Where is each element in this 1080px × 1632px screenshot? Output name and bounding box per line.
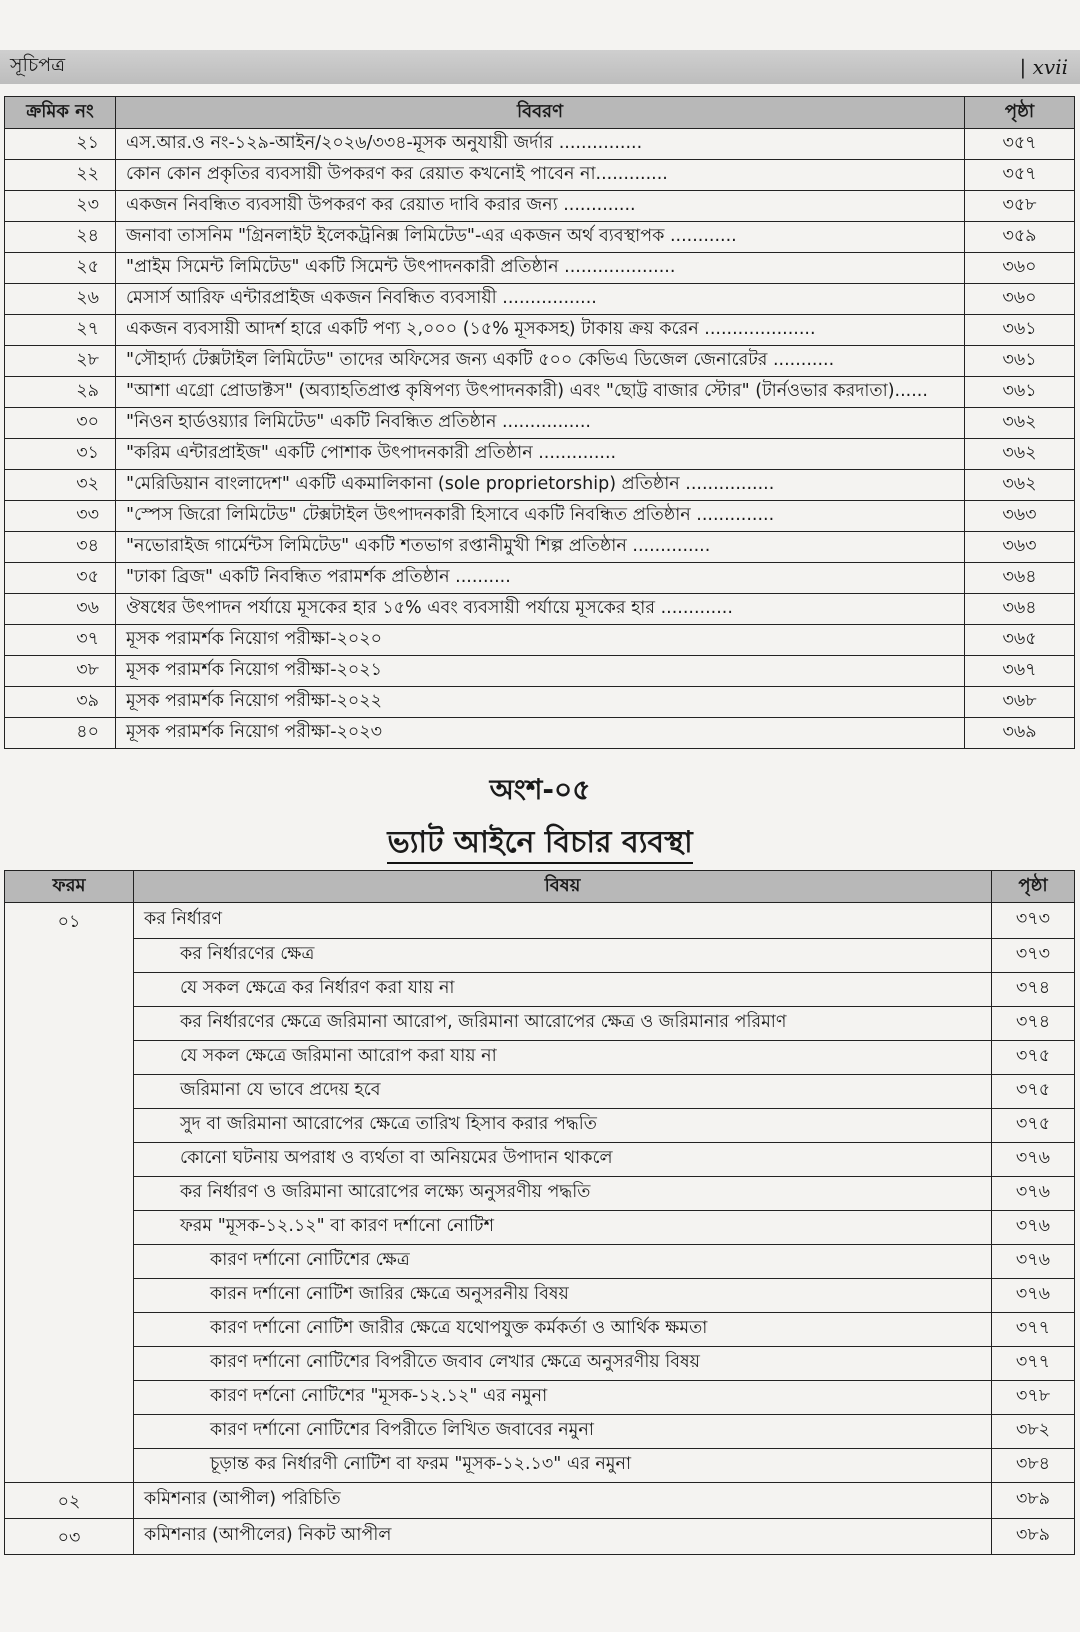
topic-description: চূড়ান্ত কর নির্ধারণী নোটিশ বা ফরম "মূসক-১২.১৩" এর নমুনা xyxy=(134,1448,992,1482)
table-row xyxy=(5,1380,1075,1414)
column-header-description: বিবরণ xyxy=(116,97,965,129)
serial-number: ৩৭ xyxy=(5,625,116,656)
topic-page: ৩৭৫ xyxy=(992,1040,1075,1074)
entry-description: কোন কোন প্রকৃতির ব্যবসায়ী উপকরণ কর রেয়াত কখনোই পাবেন না............. xyxy=(116,160,965,191)
table-row xyxy=(5,1176,1075,1210)
section-title xyxy=(0,818,1080,869)
entry-page: ৩৬১ xyxy=(965,346,1075,377)
table-row xyxy=(5,408,1075,439)
topic-page: ৩৭৮ xyxy=(992,1380,1075,1414)
column-header-form: ফরম xyxy=(5,871,134,903)
table-row xyxy=(5,938,1075,972)
entry-description: "করিম এন্টারপ্রাইজ" একটি পোশাক উৎপাদনকারী প্রতিষ্ঠান .............. xyxy=(116,439,965,470)
table-row xyxy=(5,501,1075,532)
entry-page: ৩৬০ xyxy=(965,253,1075,284)
topic-page: ৩৭৭ xyxy=(992,1346,1075,1380)
entry-page: ৩৫৭ xyxy=(965,129,1075,160)
entry-description: মূসক পরামর্শক নিয়োগ পরীক্ষা-২০২৩ xyxy=(116,718,965,749)
serial-number: ২৩ xyxy=(5,191,116,222)
topic-page: ৩৭৩ xyxy=(992,938,1075,972)
table-row xyxy=(5,625,1075,656)
entry-page: ৩৬৯ xyxy=(965,718,1075,749)
topic-page: ৩৭৬ xyxy=(992,1278,1075,1312)
serial-number: ২৪ xyxy=(5,222,116,253)
serial-number: ২৫ xyxy=(5,253,116,284)
topic-page: ৩৭৪ xyxy=(992,972,1075,1006)
serial-number: ২৭ xyxy=(5,315,116,346)
serial-number: ৩১ xyxy=(5,439,116,470)
entry-description: মূসক পরামর্শক নিয়োগ পরীক্ষা-২০২০ xyxy=(116,625,965,656)
topic-description: কর নির্ধারণের ক্ষেত্রে জরিমানা আরোপ, জরিমানা আরোপের ক্ষেত্র ও জরিমানার পরিমাণ xyxy=(134,1006,992,1040)
topic-description: কোনো ঘটনায় অপরাধ ও ব্যর্থতা বা অনিয়মের উপাদান থাকলে xyxy=(134,1142,992,1176)
serial-number: ৩৩ xyxy=(5,501,116,532)
entry-page: ৩৫৯ xyxy=(965,222,1075,253)
topic-page: ৩৭৩ xyxy=(992,903,1075,939)
page-number: | xvii xyxy=(1019,55,1068,79)
topic-description: কমিশনার (আপীল) পরিচিতি xyxy=(134,1482,992,1518)
table-row xyxy=(5,1414,1075,1448)
entry-description: মেসার্স আরিফ এন্টারপ্রাইজ একজন নিবন্ধিত ব্যবসায়ী ................. xyxy=(116,284,965,315)
form-number xyxy=(5,1074,134,1108)
entry-description: "আশা এগ্রো প্রোডাক্টস" (অব্যাহতিপ্রাপ্ত কৃষিপণ্য উৎপাদনকারী) এবং "ছোট্ট বাজার স্টোর" (টার্নওভার করদাতা)...... xyxy=(116,377,965,408)
form-number xyxy=(5,1006,134,1040)
table-row xyxy=(5,972,1075,1006)
entry-page: ৩৬৫ xyxy=(965,625,1075,656)
entry-page: ৩৫৭ xyxy=(965,160,1075,191)
table-row xyxy=(5,439,1075,470)
table-row xyxy=(5,1040,1075,1074)
topic-description: কারন দর্শানো নোটিশ জারির ক্ষেত্রে অনুসরনীয় বিষয় xyxy=(134,1278,992,1312)
entry-page: ৩৬১ xyxy=(965,315,1075,346)
serial-number: ২৯ xyxy=(5,377,116,408)
table-row xyxy=(5,377,1075,408)
topic-description: যে সকল ক্ষেত্রে কর নির্ধারণ করা যায় না xyxy=(134,972,992,1006)
form-number xyxy=(5,1040,134,1074)
table-row xyxy=(5,253,1075,284)
serial-number: ৩২ xyxy=(5,470,116,501)
entry-description: "ঢাকা ব্রিজ" একটি নিবন্ধিত পরামর্শক প্রতিষ্ঠান .......... xyxy=(116,563,965,594)
form-number xyxy=(5,1312,134,1346)
table-row xyxy=(5,656,1075,687)
topic-page: ৩৭৬ xyxy=(992,1142,1075,1176)
entry-description: একজন নিবন্ধিত ব্যবসায়ী উপকরণ কর রেয়াত দাবি করার জন্য ............. xyxy=(116,191,965,222)
table-row xyxy=(5,129,1075,160)
topic-description: কারণ দর্শানো নোটিশের ক্ষেত্র xyxy=(134,1244,992,1278)
table-row xyxy=(5,160,1075,191)
table-row xyxy=(5,1346,1075,1380)
header-title: সূচিপত্র xyxy=(10,54,66,76)
entry-page: ৩৬১ xyxy=(965,377,1075,408)
topic-page: ৩৭৫ xyxy=(992,1074,1075,1108)
entry-page: ৩৬২ xyxy=(965,470,1075,501)
table-row xyxy=(5,1278,1075,1312)
column-header-serial: ক্রমিক নং xyxy=(5,97,116,129)
section-title-text: ভ্যাট আইনে বিচার ব্যবস্থা xyxy=(387,825,692,864)
table-row xyxy=(5,315,1075,346)
table-row xyxy=(5,1074,1075,1108)
topic-description: কর নির্ধারণ xyxy=(134,903,992,939)
table-row xyxy=(5,346,1075,377)
table-row xyxy=(5,687,1075,718)
serial-number: ৩৯ xyxy=(5,687,116,718)
table-row xyxy=(5,1448,1075,1482)
entry-description: একজন ব্যবসায়ী আদর্শ হারে একটি পণ্য ২,০০০ (১৫% মূসকসহ) টাকায় ক্রয় করেন .................... xyxy=(116,315,965,346)
entry-description: মূসক পরামর্শক নিয়োগ পরীক্ষা-২০২১ xyxy=(116,656,965,687)
entry-description: "প্রাইম সিমেন্ট লিমিটেড" একটি সিমেন্ট উৎপাদনকারী প্রতিষ্ঠান .................... xyxy=(116,253,965,284)
topic-description: কারণ দর্শনো নোটিশের "মূসক-১২.১২" এর নমুনা xyxy=(134,1380,992,1414)
topic-description: কারণ দর্শানো নোটিশ জারীর ক্ষেত্রে যথোপযুক্ত কর্মকর্তা ও আর্থিক ক্ষমতা xyxy=(134,1312,992,1346)
form-number xyxy=(5,1448,134,1482)
topic-page: ৩৭৪ xyxy=(992,1006,1075,1040)
contents-table-2 xyxy=(4,870,1075,1555)
column-header-page: পৃষ্ঠা xyxy=(965,97,1075,129)
entry-page: ৩৬৩ xyxy=(965,501,1075,532)
form-number xyxy=(5,938,134,972)
form-number xyxy=(5,1210,134,1244)
topic-description: কর নির্ধারণের ক্ষেত্র xyxy=(134,938,992,972)
column-header-page: পৃষ্ঠা xyxy=(992,871,1075,903)
serial-number: ২৬ xyxy=(5,284,116,315)
topic-page: ৩৮২ xyxy=(992,1414,1075,1448)
column-header-subject: বিষয় xyxy=(134,871,992,903)
table-row xyxy=(5,903,1075,939)
form-number xyxy=(5,1414,134,1448)
topic-page: ৩৮৯ xyxy=(992,1482,1075,1518)
entry-page: ৩৬২ xyxy=(965,408,1075,439)
topic-description: জরিমানা যে ভাবে প্রদেয় হবে xyxy=(134,1074,992,1108)
table-row xyxy=(5,222,1075,253)
table-row xyxy=(5,284,1075,315)
serial-number: ৩৮ xyxy=(5,656,116,687)
form-number: ০২ xyxy=(5,1482,134,1518)
form-number: ০৩ xyxy=(5,1518,134,1554)
entry-description: মূসক পরামর্শক নিয়োগ পরীক্ষা-২০২২ xyxy=(116,687,965,718)
topic-description: কারণ দর্শানো নোটিশের বিপরীতে লিখিত জবাবের নমুনা xyxy=(134,1414,992,1448)
entry-description: "স্পেস জিরো লিমিটেড" টেক্সটাইল উৎপাদনকারী হিসাবে একটি নিবন্ধিত প্রতিষ্ঠান .............. xyxy=(116,501,965,532)
entry-description: জনাবা তাসনিম "গ্রিনলাইট ইলেকট্রনিক্স লিমিটেড"-এর একজন অর্থ ব্যবস্থাপক ............ xyxy=(116,222,965,253)
table-row xyxy=(5,1210,1075,1244)
table-row xyxy=(5,1006,1075,1040)
topic-description: ফরম "মূসক-১২.১২" বা কারণ দর্শানো নোটিশ xyxy=(134,1210,992,1244)
table-row xyxy=(5,594,1075,625)
entry-description: এস.আর.ও নং-১২৯-আইন/২০২৬/৩৩৪-মূসক অনুযায়ী জর্দার ............... xyxy=(116,129,965,160)
table-row xyxy=(5,563,1075,594)
entry-description: ঔষধের উৎপাদন পর্যায়ে মূসকের হার ১৫% এবং ব্যবসায়ী পর্যায়ে মূসকের হার ............. xyxy=(116,594,965,625)
entry-description: "নভোরাইজ গার্মেন্টস লিমিটেড" একটি শতভাগ রপ্তানীমুখী শিল্প প্রতিষ্ঠান .............. xyxy=(116,532,965,563)
table-row xyxy=(5,1518,1075,1554)
table-row xyxy=(5,1108,1075,1142)
entry-description: "সৌহার্দ্য টেক্সটাইল লিমিটেড" তাদের অফিসের জন্য একটি ৫০০ কেভিএ ডিজেল জেনারেটর ........... xyxy=(116,346,965,377)
serial-number: ৪০ xyxy=(5,718,116,749)
topic-page: ৩৮৪ xyxy=(992,1448,1075,1482)
form-number xyxy=(5,1176,134,1210)
table-row xyxy=(5,1142,1075,1176)
serial-number: ৩০ xyxy=(5,408,116,439)
serial-number: ২৮ xyxy=(5,346,116,377)
table-row xyxy=(5,1244,1075,1278)
table-row xyxy=(5,470,1075,501)
serial-number: ২১ xyxy=(5,129,116,160)
topic-page: ৩৭৬ xyxy=(992,1210,1075,1244)
serial-number: ৩৬ xyxy=(5,594,116,625)
form-number xyxy=(5,1346,134,1380)
topic-description: কারণ দর্শানো নোটিশের বিপরীতে জবাব লেখার ক্ষেত্রে অনুসরণীয় বিষয় xyxy=(134,1346,992,1380)
entry-page: ৩৬০ xyxy=(965,284,1075,315)
entry-page: ৩৬৪ xyxy=(965,594,1075,625)
entry-page: ৩৬৭ xyxy=(965,656,1075,687)
topic-page: ৩৮৯ xyxy=(992,1518,1075,1554)
entry-page: ৩৫৮ xyxy=(965,191,1075,222)
page-header xyxy=(0,50,1080,84)
entry-description: "নিওন হার্ডওয়্যার লিমিটেড" একটি নিবন্ধিত প্রতিষ্ঠান ................ xyxy=(116,408,965,439)
section-number: অংশ-০৫ xyxy=(489,773,591,806)
form-number xyxy=(5,1108,134,1142)
topic-description: যে সকল ক্ষেত্রে জরিমানা আরোপ করা যায় না xyxy=(134,1040,992,1074)
table-row xyxy=(5,532,1075,563)
entry-page: ৩৬৮ xyxy=(965,687,1075,718)
serial-number: ৩৫ xyxy=(5,563,116,594)
serial-number: ৩৪ xyxy=(5,532,116,563)
form-number xyxy=(5,1244,134,1278)
entry-page: ৩৬২ xyxy=(965,439,1075,470)
topic-page: ৩৭৭ xyxy=(992,1312,1075,1346)
entry-page: ৩৬৪ xyxy=(965,563,1075,594)
topic-page: ৩৭৬ xyxy=(992,1244,1075,1278)
form-number xyxy=(5,1142,134,1176)
topic-page: ৩৭৫ xyxy=(992,1108,1075,1142)
topic-page: ৩৭৬ xyxy=(992,1176,1075,1210)
contents-table-1 xyxy=(4,96,1075,749)
form-number xyxy=(5,1278,134,1312)
entry-description: "মেরিডিয়ান বাংলাদেশ" একটি একমালিকানা (sole proprietorship) প্রতিষ্ঠান ................ xyxy=(116,470,965,501)
topic-description: সুদ বা জরিমানা আরোপের ক্ষেত্রে তারিখ হিসাব করার পদ্ধতি xyxy=(134,1108,992,1142)
entry-page: ৩৬৩ xyxy=(965,532,1075,563)
table-row xyxy=(5,1482,1075,1518)
table-header-row xyxy=(5,97,1075,129)
form-number xyxy=(5,1380,134,1414)
table-header-row xyxy=(5,871,1075,903)
topic-description: কর নির্ধারণ ও জরিমানা আরোপের লক্ষ্যে অনুসরণীয় পদ্ধতি xyxy=(134,1176,992,1210)
table-row xyxy=(5,191,1075,222)
table-row xyxy=(5,1312,1075,1346)
topic-description: কমিশনার (আপীলের) নিকট আপীল xyxy=(134,1518,992,1554)
form-number: ০১ xyxy=(5,903,134,939)
table-row xyxy=(5,718,1075,749)
form-number xyxy=(5,972,134,1006)
serial-number: ২২ xyxy=(5,160,116,191)
